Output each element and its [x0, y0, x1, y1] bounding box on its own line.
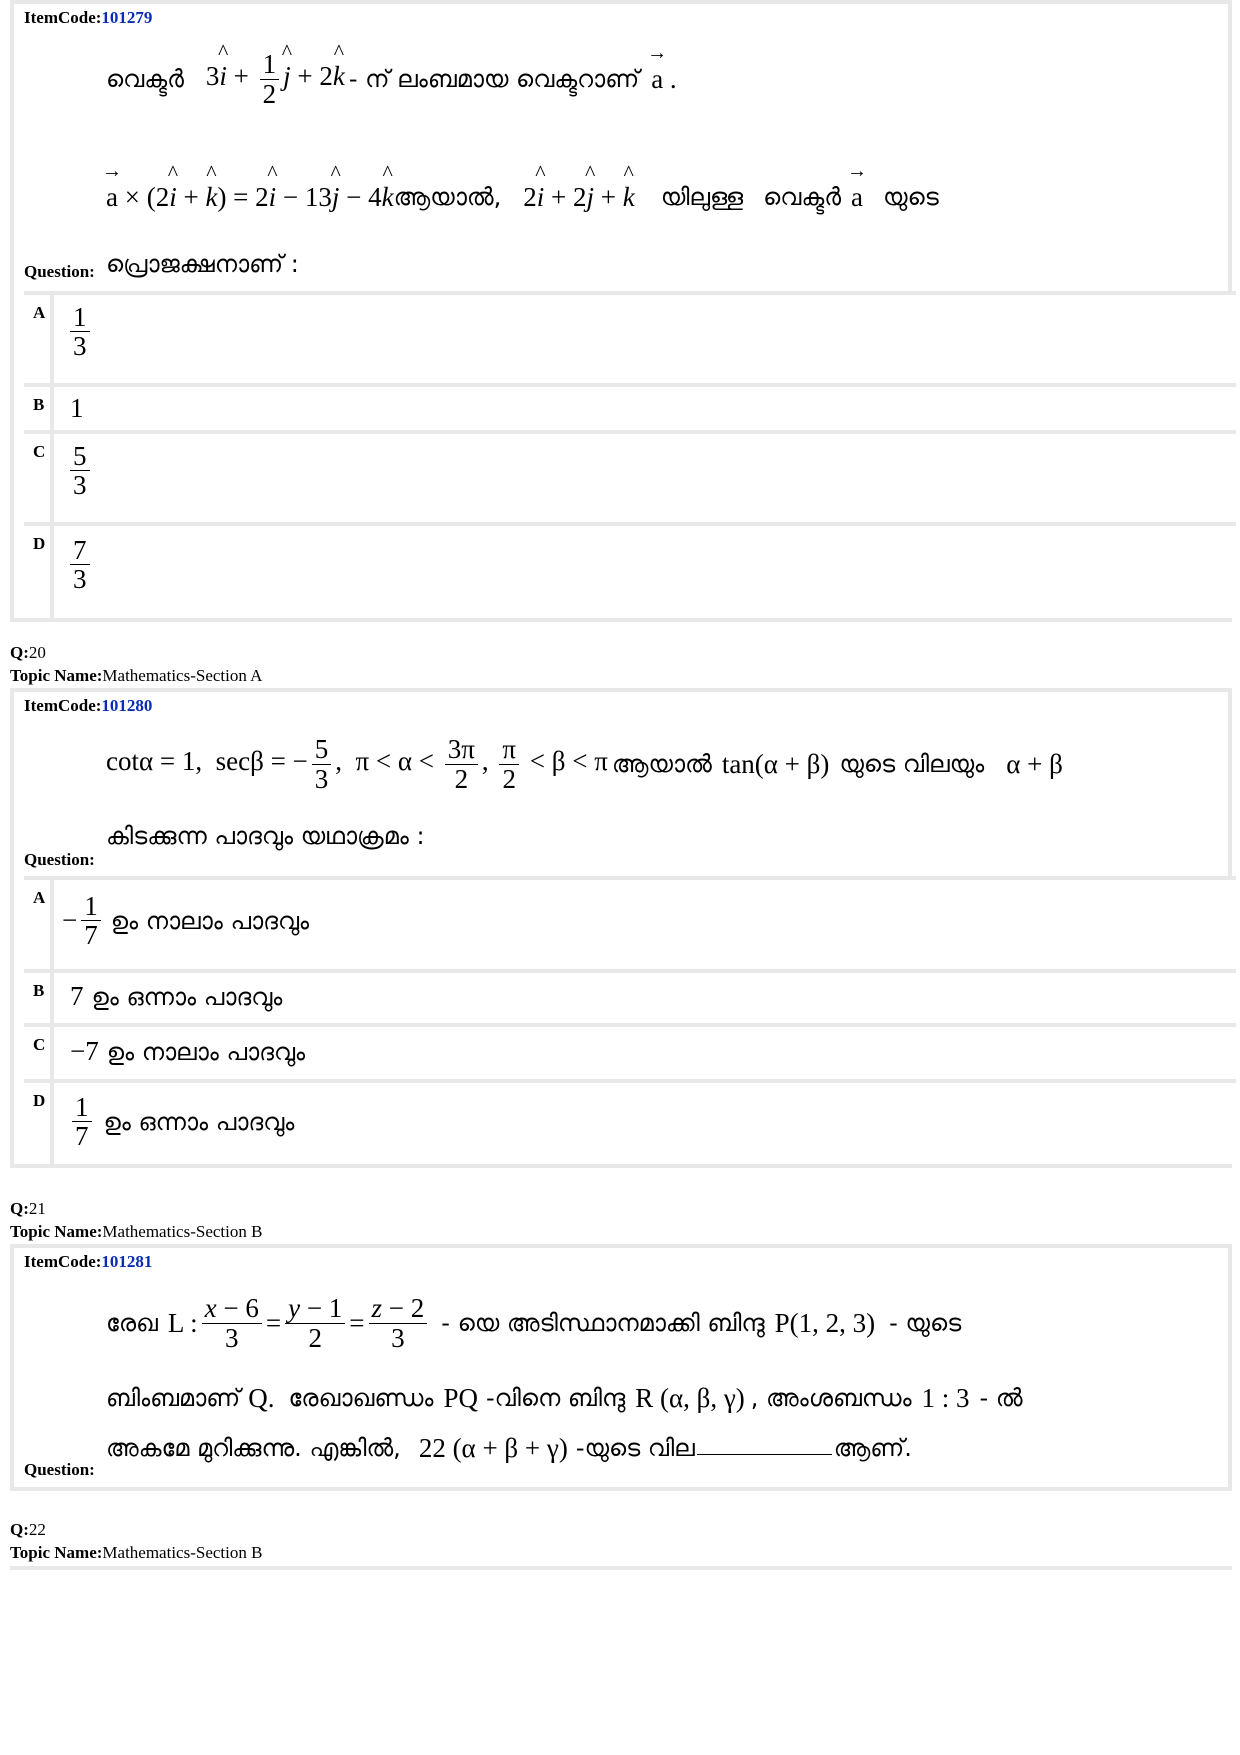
option-b[interactable]: B 1: [24, 383, 1236, 430]
item-code: ItemCode:101279: [24, 8, 153, 27]
option-c[interactable]: C −7 ഉം നാലാം പാദവും: [24, 1023, 1236, 1079]
question-line-1: cotα = 1, secβ = − $\frac{5}{3}$ , π < α < $\frac{3\pi}{2}$ , $\frac{\pi}{2}$ < β < π ആയാൽ tan(α + β) യുടെ വിലയും α + β: [106, 734, 1063, 794]
question-line-2: കിടക്കുന്ന പാദവും യഥാക്രമം :: [106, 822, 425, 850]
question-line-3: പ്രൊജക്ഷനാണ് :: [106, 250, 299, 278]
question-number: Q:22: [10, 1520, 46, 1539]
topic-name: Topic Name:Mathematics-Section B: [10, 1222, 263, 1241]
option-c[interactable]: C $\frac{5}{3}$: [24, 430, 1236, 522]
card-top-border: [10, 1566, 1232, 1570]
option-d[interactable]: D $\frac{1}{7}$ ഉം ഒന്നാം പാദവും: [24, 1079, 1236, 1164]
topic-name: Topic Name:Mathematics-Section A: [10, 666, 263, 685]
question-line-3: അകമേ മുറിക്കുന്നു. എങ്കിൽ, 22 (α + β + γ) -യുടെ വില ആണ്.: [106, 1432, 912, 1463]
question-number: Q:21: [10, 1199, 46, 1218]
question-card-101279: [10, 0, 1232, 622]
question-label: Question:: [24, 262, 95, 281]
question-line-1: രേഖ L : $\frac{x - 6}{3}$ = $\frac{y - 1}{2}$ = $\frac{z - 2}{3}$ - യെ അടിസ്ഥാനമാക്കി ബിന്ദു P(1, 2, 3) - യുടെ: [106, 1293, 962, 1353]
question-label: Question:: [24, 1460, 95, 1479]
question-line-2: ബിംബമാണ് Q. രേഖാഖണ്ഡം PQ -വിനെ ബിന്ദു R (α, β, γ) , അംശബന്ധം 1 : 3 - ൽ: [106, 1382, 1023, 1413]
option-d[interactable]: D $\frac{7}{3}$: [24, 522, 1236, 618]
answer-blank: [697, 1454, 832, 1455]
question-line-2: → a × (2^ i + ^ k) = 2^ i − 13^ j − 4^ k ആയാൽ, 2^ i + 2^ j + ^ k യിലുള്ള വെക്ടർ → a യുടെ: [106, 162, 939, 232]
option-a[interactable]: A − $\frac{1}{7}$ ഉം നാലാം പാദവും: [24, 876, 1236, 969]
option-a[interactable]: A $\frac{1}{3}$: [24, 291, 1236, 383]
question-number: Q:20: [10, 643, 46, 662]
question-card-101280: [10, 688, 1232, 1168]
topic-name: Topic Name:Mathematics-Section B: [10, 1543, 263, 1562]
question-card-101281: [10, 1244, 1232, 1491]
option-b[interactable]: B 7 ഉം ഒന്നാം പാദവും: [24, 969, 1236, 1023]
question-label: Question:: [24, 850, 95, 869]
item-code: ItemCode:101281: [24, 1252, 153, 1271]
question-line-1: വെക്ടർ 3^ i + $\frac{1}{2}$ ^ j + 2^ k - ന് ലംബമായ വെക്ടറാണ് → a .: [106, 44, 677, 114]
item-code: ItemCode:101280: [24, 696, 153, 715]
